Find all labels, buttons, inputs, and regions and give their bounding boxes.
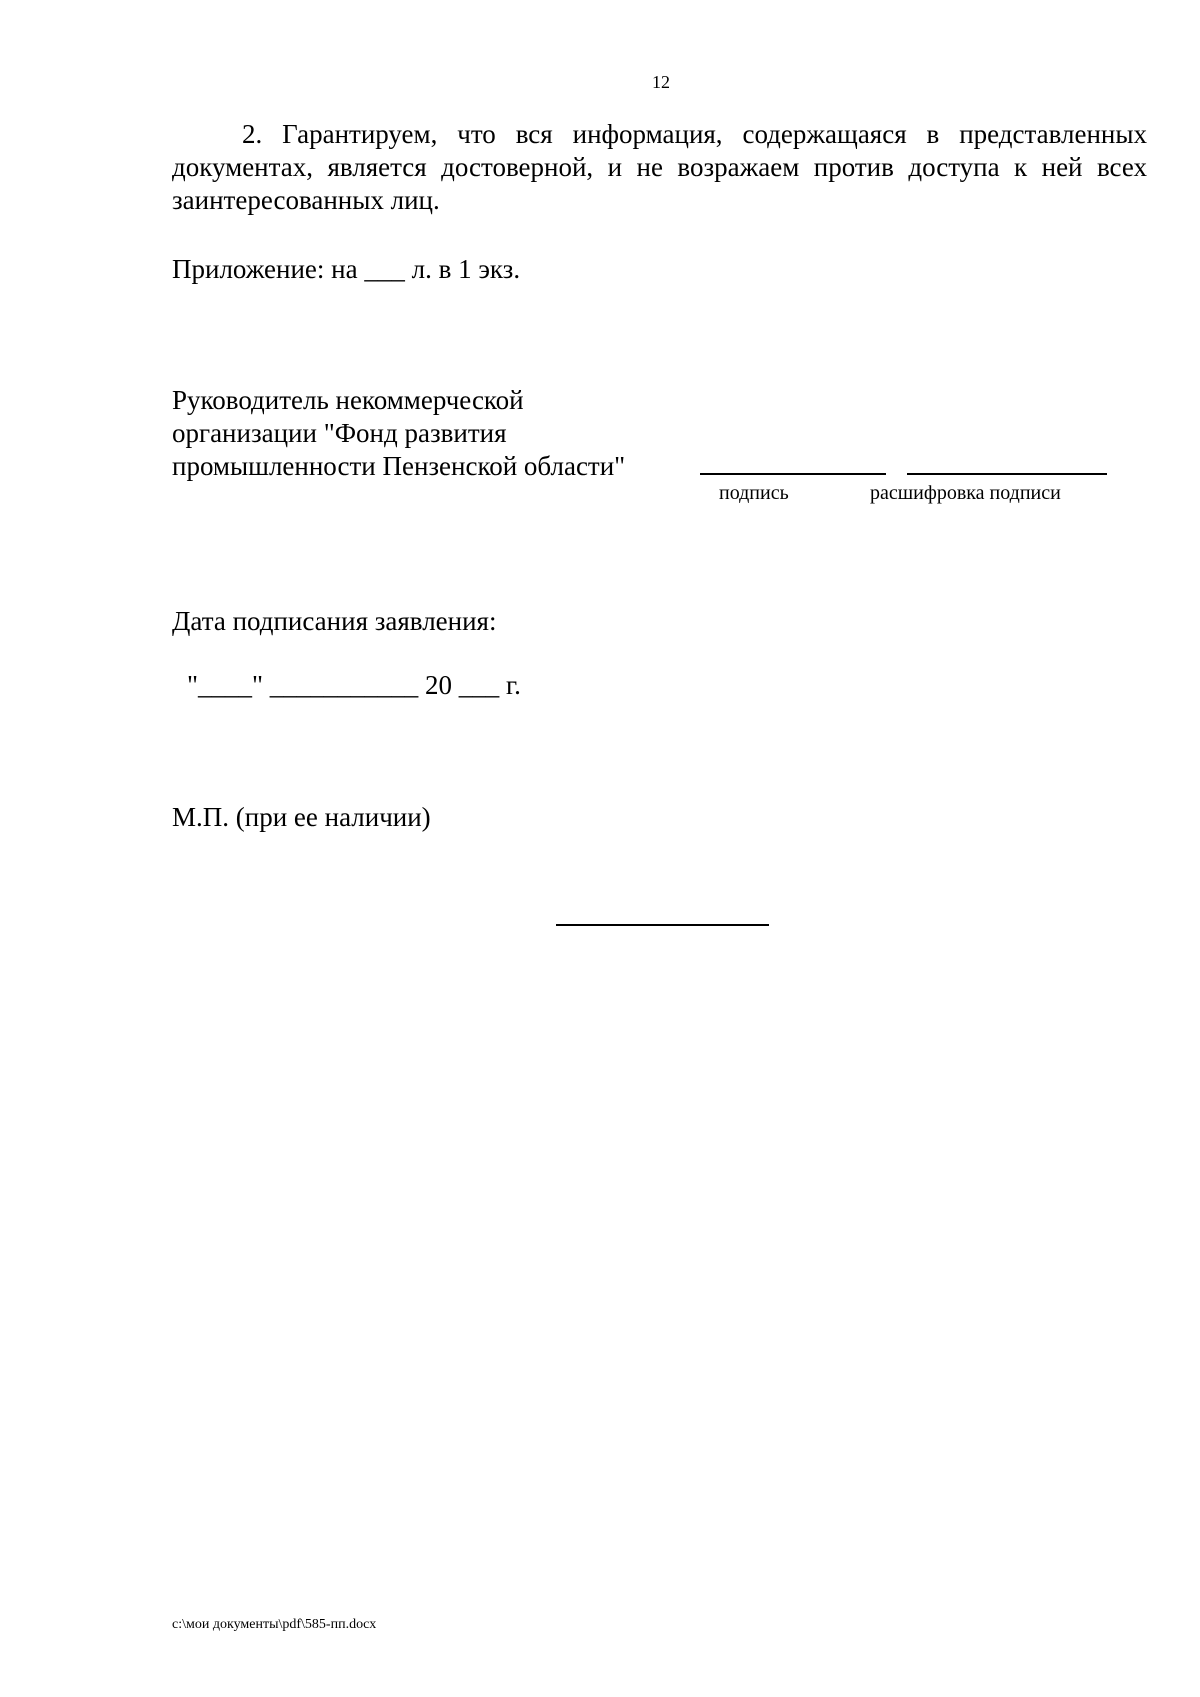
signer-line-1: Руководитель некоммерческой [172,385,524,415]
page-number: 12 [652,72,670,92]
signer-line-2: организации "Фонд развития [172,418,507,448]
footer-file-path: c:\мои документы\pdf\585-пп.docx [172,1617,377,1632]
signature-line [700,473,886,475]
seal-note: М.П. (при ее наличии) [172,802,431,832]
separator-line [556,924,769,926]
appendix-line: Приложение: на ___ л. в 1 экз. [172,254,521,284]
guarantee-paragraph: 2. Гарантируем, что вся информация, содержащаяся в представленных документах, является достоверной, и не возражаем против доступа к ней всех заинтересованных лиц. [172,119,1147,215]
date-template: "____" ___________ 20 ___ г. [187,670,521,700]
signer-block [172,384,625,483]
date-label: Дата подписания заявления: [172,606,497,636]
signature-decoding-line [907,473,1107,475]
signer-line-3: промышленности Пензенской области" [172,451,626,481]
signature-decoding-caption: расшифровка подписи [870,482,1061,504]
signature-caption: подпись [719,482,789,504]
